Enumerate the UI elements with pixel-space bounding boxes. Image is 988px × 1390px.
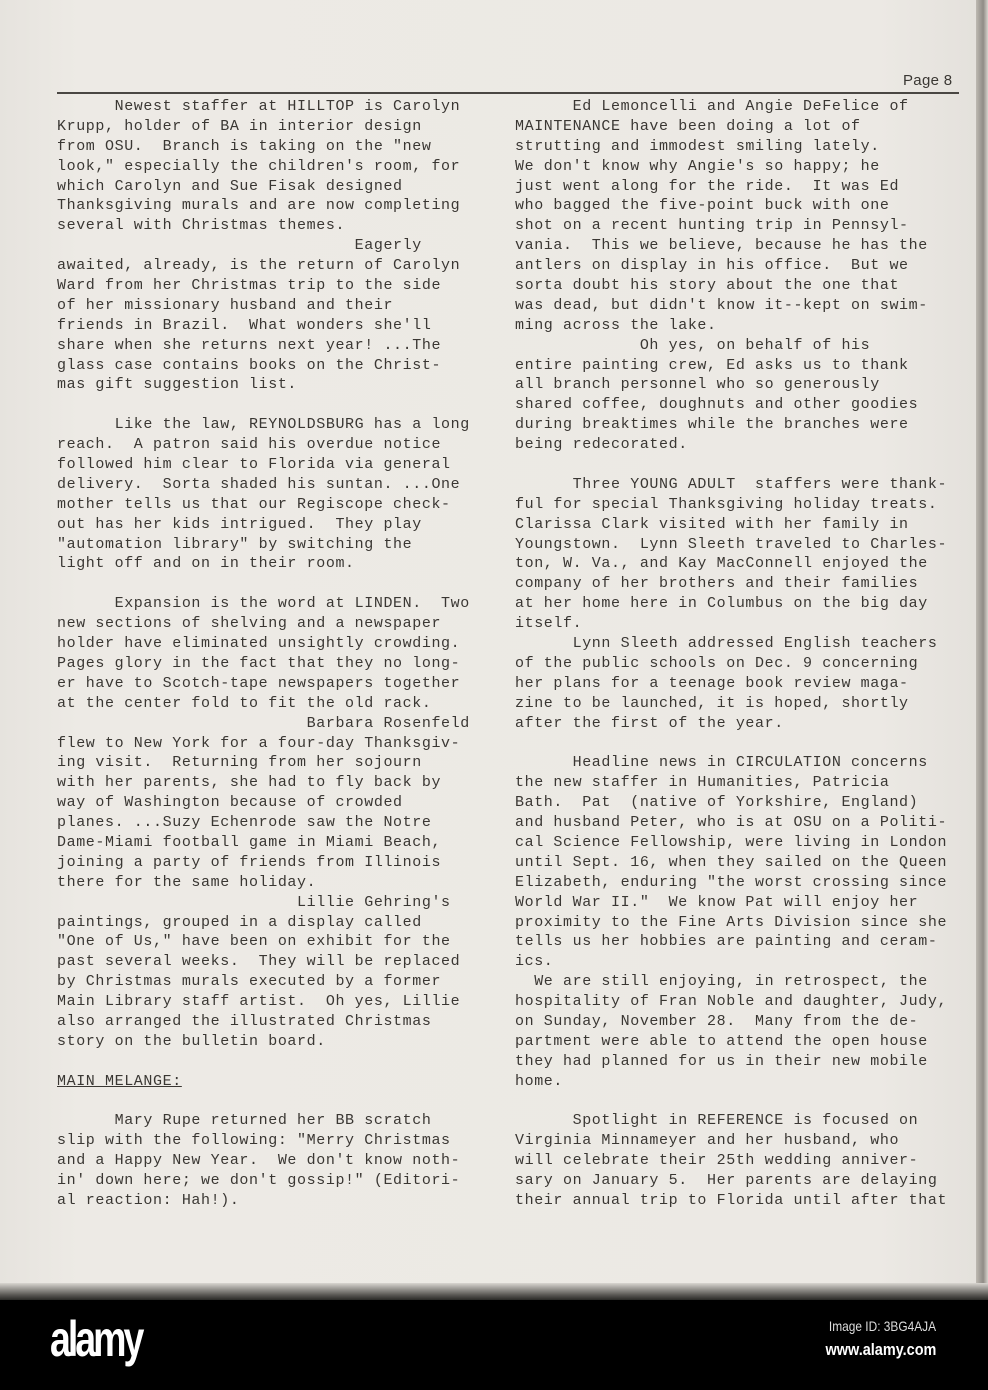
text-line: shared coffee, doughnuts and other goodies (515, 396, 919, 414)
text-line: entire painting crew, Ed asks us to thank (515, 356, 909, 374)
text-line: who bagged the five-point buck with one (515, 197, 890, 215)
text-line: mother tells us that our Regiscope check- (57, 495, 451, 513)
text-line: during breaktimes while the branches were (515, 416, 909, 434)
text-line: on Sunday, November 28. Many from the de- (515, 1012, 919, 1030)
text-line: company of her brothers and their families (515, 575, 919, 593)
text-line: Like the law, REYNOLDSBURG has a long (57, 416, 470, 434)
text-line: Ed Lemoncelli and Angie DeFelice of (515, 98, 909, 115)
text-line (57, 1052, 470, 1072)
text-line: and a Happy New Year. We don't know noth- (57, 1152, 461, 1170)
text-line: strutting and immodest smiling lately. (515, 137, 880, 155)
text-line: ton, W. Va., and Kay MacConnell enjoyed the (515, 555, 928, 573)
text-line: after the first of the year. (515, 714, 784, 732)
text-line: ics. (515, 953, 554, 971)
text-line: and husband Peter, who is at OSU on a Politi- (515, 814, 948, 832)
text-line: out has her kids intrigued. They play (57, 515, 422, 533)
text-line: Youngstown. Lynn Sleeth traveled to Charles- (515, 535, 948, 553)
text-line: Virginia Minnameyer and her husband, who (515, 1132, 900, 1150)
text-line: Ward from her Christmas trip to the side (57, 277, 442, 295)
text-line (57, 395, 470, 415)
text-line: Main Library staff artist. Oh yes, Lillie (57, 993, 461, 1011)
text-line: holder have eliminated unsightly crowding. (57, 635, 461, 653)
text-line: joining a party of friends from Illinois (57, 853, 442, 871)
text-line: paintings, grouped in a display called (57, 913, 422, 931)
text-line: Three YOUNG ADULT staffers were thank- (515, 475, 948, 493)
text-line: er have to Scotch-tape newspapers together (57, 674, 461, 692)
text-line: hospitality of Fran Noble and daughter, Judy, (515, 993, 948, 1011)
text-line: way of Washington because of crowded (57, 794, 403, 812)
text-line: vania. This we believe, because he has the (515, 237, 928, 255)
text-line: also arranged the illustrated Christmas (57, 1012, 432, 1030)
text-line: flew to New York for a four-day Thanksgiv- (57, 734, 461, 752)
right-column (515, 97, 947, 1211)
text-line: until Sept. 16, when they sailed on the Queen (515, 853, 948, 871)
text-line: ing visit. Returning from her sojourn (57, 754, 422, 772)
text-line: Thanksgiving murals and are now completing (57, 197, 461, 215)
text-line: was dead, but didn't know it--kept on swim- (515, 296, 928, 314)
text-line: Krupp, holder of BA in interior design (57, 117, 422, 135)
text-line: Oh yes, on behalf of his (515, 336, 871, 354)
text-line: with her parents, she had to fly back by (57, 774, 442, 792)
text-line: Dame-Miami football game in Miami Beach, (57, 833, 442, 851)
text-line: Bath. Pat (native of Yorkshire, England) (515, 794, 919, 812)
text-line: sary on January 5. Her parents are delaying (515, 1172, 938, 1190)
text-line: awaited, already, is the return of Carolyn (57, 257, 461, 275)
image-id: Image ID: 3BG4AJA (828, 1318, 936, 1334)
text-line: will celebrate their 25th wedding anniver- (515, 1152, 919, 1170)
text-line: tells us her hobbies are painting and ceram- (515, 933, 938, 951)
text-line: light off and on in their room. (57, 555, 355, 573)
text-line: slip with the following: "Merry Christmas (57, 1132, 451, 1150)
text-line: from OSU. Branch is taking on the "new (57, 137, 432, 155)
text-line: Newest staffer at HILLTOP is Carolyn (57, 98, 461, 115)
text-line: Expansion is the word at LINDEN. Two (57, 595, 470, 613)
text-line: ming across the lake. (515, 316, 717, 334)
text-line (515, 1092, 947, 1112)
text-line: all branch personnel who so generously (515, 376, 880, 394)
text-line: glass case contains books on the Christ- (57, 356, 442, 374)
text-line: shot on a recent hunting trip in Pennsyl- (515, 217, 909, 235)
text-line: We are still enjoying, in retrospect, the (515, 973, 928, 991)
text-line: of the public schools on Dec. 9 concerning (515, 654, 919, 672)
left-column (57, 97, 470, 1211)
text-line: zine to be launched, it is hoped, shortly (515, 694, 909, 712)
text-line: at her home here in Columbus on the big day (515, 595, 928, 613)
text-line: in' down here; we don't gossip!" (Editori- (57, 1172, 461, 1190)
text-line: cal Science Fellowship, were living in London (515, 833, 948, 851)
section-heading: MAIN MELANGE: (57, 1072, 182, 1090)
text-line: just went along for the ride. It was Ed (515, 177, 900, 195)
text-line: there for the same holiday. (57, 873, 317, 891)
text-line: Barbara Rosenfeld (57, 714, 470, 732)
text-line: Mary Rupe returned her BB scratch (57, 1112, 432, 1130)
text-line (515, 455, 947, 475)
page-bottom-shadow (0, 1283, 988, 1300)
text-line: several with Christmas themes. (57, 217, 346, 235)
text-line: friends in Brazil. What wonders she'll (57, 316, 432, 334)
text-line: mas gift suggestion list. (57, 376, 298, 394)
text-line: antlers on display in his office. But we (515, 257, 909, 275)
text-line (57, 574, 470, 594)
text-line: proximity to the Fine Arts Division since she (515, 913, 948, 931)
text-line: they had planned for us in their new mobile (515, 1052, 928, 1070)
text-line: Pages glory in the fact that they no long- (57, 654, 461, 672)
text-line: al reaction: Hah!). (57, 1191, 240, 1209)
text-line: Elizabeth, enduring "the worst crossing since (515, 873, 948, 891)
text-line: Headline news in CIRCULATION concerns (515, 754, 928, 772)
text-line: share when she returns next year! ...The (57, 336, 442, 354)
watermark-banner (0, 1300, 988, 1390)
text-line: planes. ...Suzy Echenrode saw the Notre (57, 814, 432, 832)
text-line: their annual trip to Florida until after that (515, 1191, 948, 1209)
header-rule (57, 92, 959, 94)
text-line: the new staffer in Humanities, Patricia (515, 774, 890, 792)
text-line: look," especially the children's room, for (57, 157, 461, 175)
text-line: story on the bulletin board. (57, 1032, 326, 1050)
text-line (57, 1092, 470, 1112)
page-edge (976, 0, 988, 1300)
text-line: World War II." We know Pat will enjoy her (515, 893, 919, 911)
text-line (515, 734, 947, 754)
text-line: reach. A patron said his overdue notice (57, 436, 442, 454)
text-line: ful for special Thanksgiving holiday treats. (515, 495, 938, 513)
page-number: Page 8 (903, 72, 953, 89)
site-url: www.alamy.com (825, 1340, 936, 1359)
text-line: her plans for a teenage book review maga- (515, 674, 909, 692)
text-line: itself. (515, 615, 583, 633)
text-line: past several weeks. They will be replaced (57, 953, 461, 971)
text-line: sorta doubt his story about the one that (515, 277, 900, 295)
text-line: Eagerly (57, 237, 422, 255)
text-line: "One of Us," have been on exhibit for the (57, 933, 451, 951)
text-line: Clarissa Clark visited with her family in (515, 515, 909, 533)
text-line: We don't know why Angie's so happy; he (515, 157, 880, 175)
text-line: Lillie Gehring's (57, 893, 451, 911)
text-line: "automation library" by switching the (57, 535, 413, 553)
text-line: of her missionary husband and their (57, 296, 394, 314)
text-line: new sections of shelving and a newspaper (57, 615, 442, 633)
text-line: by Christmas murals executed by a former (57, 973, 442, 991)
text-line: followed him clear to Florida via general (57, 456, 451, 474)
text-line: being redecorated. (515, 436, 688, 454)
text-line: at the center fold to fit the old rack. (57, 694, 432, 712)
text-line: home. (515, 1072, 564, 1090)
text-line: Lynn Sleeth addressed English teachers (515, 635, 938, 653)
text-line: which Carolyn and Sue Fisak designed (57, 177, 403, 195)
text-line: MAINTENANCE have been doing a lot of (515, 117, 861, 135)
alamy-logo: alamy (50, 1311, 142, 1367)
text-line: delivery. Sorta shaded his suntan. ...One (57, 475, 461, 493)
text-line: Spotlight in REFERENCE is focused on (515, 1112, 919, 1130)
text-line: partment were able to attend the open house (515, 1032, 928, 1050)
